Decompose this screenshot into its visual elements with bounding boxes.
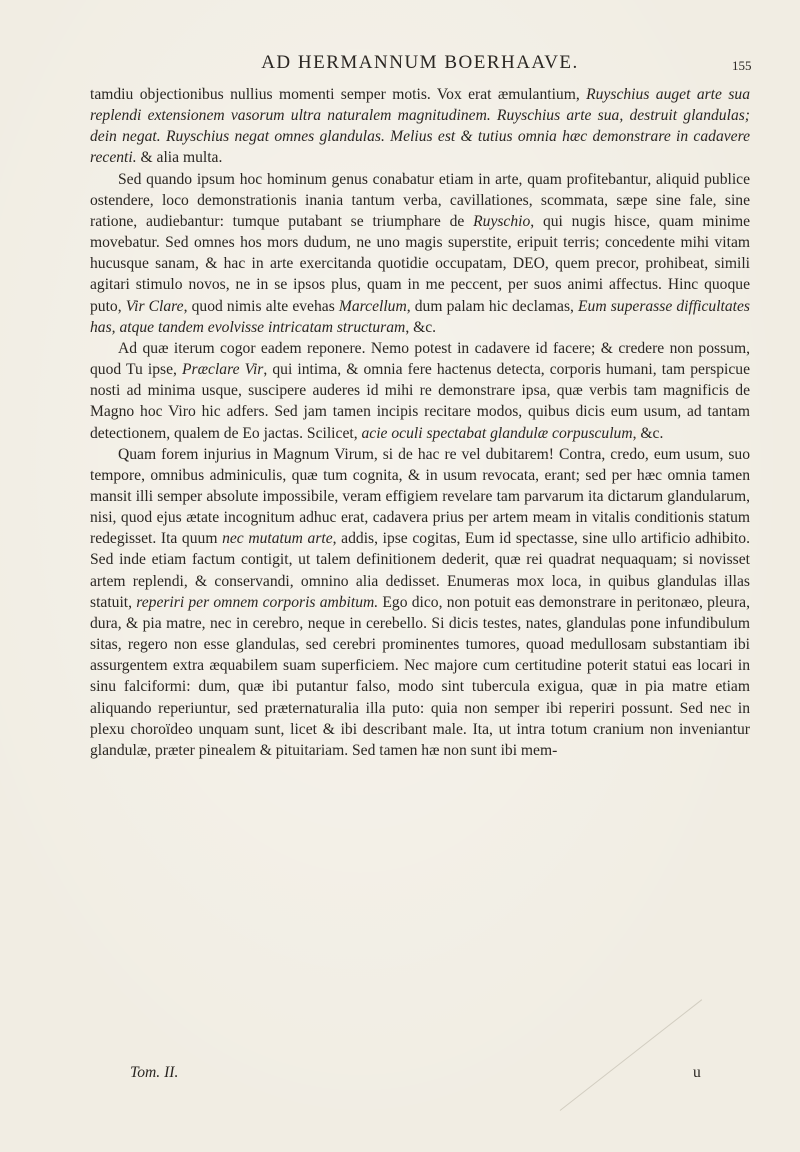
italic-run: Præclare Vir (182, 361, 264, 379)
text-run: , qui nugis hisce, quam minime movebatur. Sed omnes hos mors dudum, ne uno magis superstite, eripuit terris; concedente mihi vitam hucusque sanam, & hac in arte exercitanda quotidie occupatam, DEO, quem precor, prohibeat, simili agitari stimulo novos, ne in se ipsos plus, quam in me peccent, per suos animi affectus. Hinc quoque puto, (90, 212, 750, 315)
text-run: & alia multa. (136, 149, 223, 167)
italic-run: Vir Clare (125, 297, 184, 315)
paragraph-3 (90, 338, 750, 444)
italic-run: Eum superasse difficultates has, atque tandem evolvisse intricatam structuram (90, 297, 750, 336)
paragraph-4 (90, 444, 750, 761)
italic-run: Marcellum (338, 297, 407, 315)
text-run: Ego dico, non potuit eas demonstrare in peritonæo, pleura, dura, & pia matre, nec in cerebro, neque in cerebello. Si dicis testes, nates, glandulas pone infundibulum sitas, regero non esse glandulas, sed cerebri prominentes tumores, quoad medullosam substantiam ibi assurgentem extra æquabilem suam superficiem. Nec majore cum certitudine poterit statui eas locari in sinu falciformi: dum, quæ ibi putantur falso, modo sint tubercula exigua, quæ in pia matre etiam aliquando reperiuntur, sed præternaturalia illa puto: quia non semper ibi reperiri possunt. Sed nec in plexu choroïdeo unquam sunt, licet & ibi describant male. Ita, ut intra totum cranium non inveniantur glandulæ, præter pinealem & pituitariam. Sed tamen hæ non sunt ibi mem- (90, 593, 750, 759)
text-run: Ad quæ iterum cogor eadem reponere. Nemo potest in cadavere id facere; & credere non possum, quod Tu ipse, (90, 339, 750, 379)
page-number: 155 (732, 58, 752, 73)
text-run: Sed quando ipsum hoc hominum genus conabatur etiam in arte, quam profitebantur, aliquid publice ostendere, loco demonstrationis inania tantum verba, cavillationes, scommata, sæpe sine fale, sine ratione, audiebantur: tumque putabant se triumphare de (90, 170, 750, 230)
text-run: , &c. (405, 318, 437, 336)
italic-run: Ruyschio (473, 212, 531, 230)
italic-run: nec mutatum arte (222, 530, 333, 548)
text-run: , qui intima, & omnia fere hactenus detecta, corporis humani, tam perspicue nosti ad minima usque, suscipere auderes id mihi re demonstrare ipsa, quæ verbis tam magnificis de Magno hoc Viro hic adfers. Sed jam tamen incipis recitare modos, quibus dicis eum usum, ad tantam detectionem, qualem de Eo jactas. Scilicet, (90, 361, 750, 442)
text-run: tamdiu objectionibus nullius momenti semper motis. Vox erat æmulantium, (90, 86, 587, 103)
paragraph-1 (90, 84, 750, 169)
paragraph-2 (90, 169, 750, 338)
text-run: , addis, ipse cogitas, Eum id spectasse, sine ullo artificio adhibito. Sed inde etiam factum contigit, ut talem definitionem dederit, quæ rei quadrat nequaquam; si novisset artem replendi, & conservandi, omnino alia dedisset. Enumeras mox loca, in quibus glandulas illas statuit, (90, 530, 750, 611)
italic-run: reperiri per omnem corporis ambitum. (136, 593, 379, 611)
paper-crease (560, 999, 702, 1111)
italic-run: Ruyschius auget arte sua replendi extensionem vasorum ultra naturalem magnitudinem. Ruyschius arte sua, destruit glandulas; dein negat. Ruyschius negat omnes glandulas. Melius est & tutius omnia hæc demonstrare in cadavere recenti. (90, 86, 750, 167)
text-run: Quam forem injurius in Magnum Virum, si de hac re vel dubitarem! Contra, credo, eum usum, suo tempore, omnibus adminiculis, quæ tum cognita, & in usum revocata, erant; sed per hæc omnia tamen mansit illi semper absolute impossibile, veram effigiem revelare tam parvarum ita dictarum glandularum, nisi, quod ejus ætate incognitum adhuc erat, cadavera prius per artem meam in vitalis conditionis statum redegisset. Ita quum (90, 445, 750, 548)
catchword: u (693, 1064, 701, 1081)
running-head: AD HERMANNUM BOERHAAVE. (261, 52, 579, 73)
text-run: , quod nimis alte evehas (183, 297, 339, 315)
text-run: , &c. (632, 424, 664, 442)
signature-mark: Tom. II. (130, 1064, 179, 1081)
body-text (90, 84, 750, 761)
italic-run: acie oculi spectabat glandulæ corpusculum (361, 424, 633, 442)
text-run: , dum palam hic declamas, (406, 297, 579, 315)
